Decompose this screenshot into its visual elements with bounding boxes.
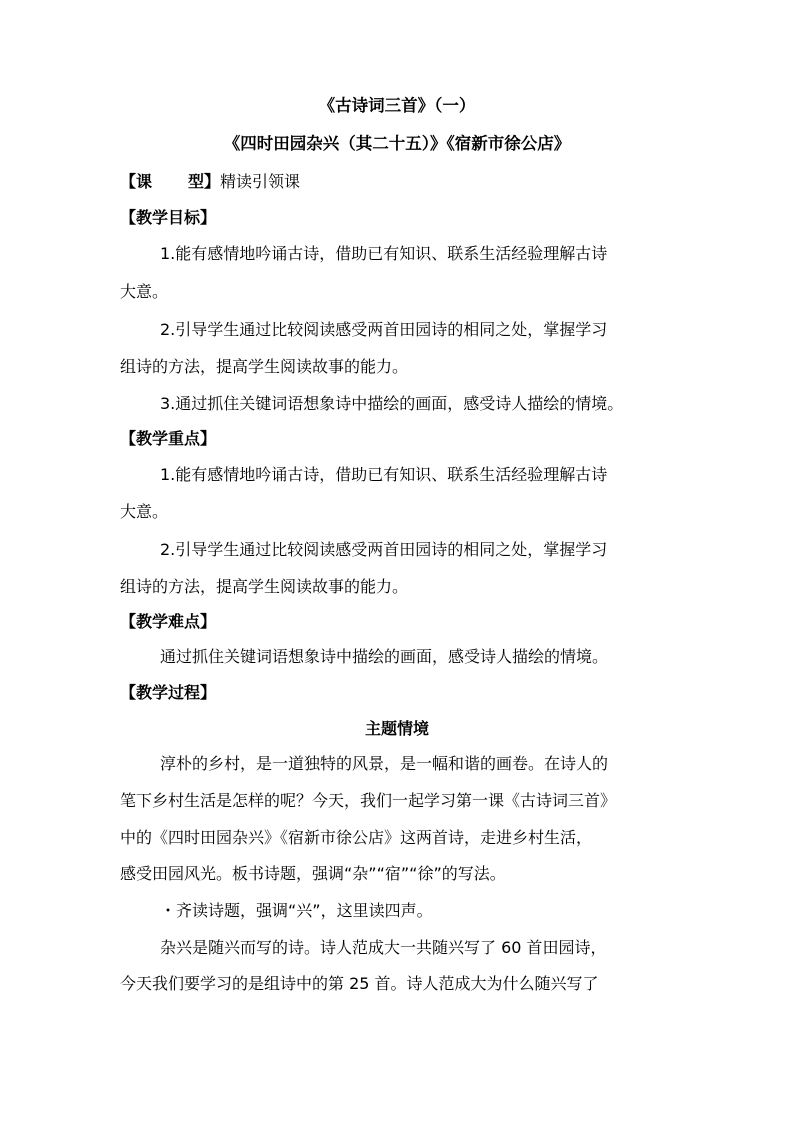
key-point-2-line-2: 组诗的方法，提高学生阅读故事的能力。 <box>120 577 409 596</box>
goal-2-line-2: 组诗的方法，提高学生阅读故事的能力。 <box>120 357 409 376</box>
lesson-type-label-close: 型】 <box>188 172 221 191</box>
lesson-type-label-open: 【课 <box>120 172 153 191</box>
doc-subtitle: 《四时田园杂兴（其二十五）》《宿新市徐公店》 <box>223 134 571 153</box>
process-heading: 【教学过程】 <box>120 683 217 702</box>
key-points-heading: 【教学重点】 <box>120 429 217 448</box>
process-para-2-line-1: 杂兴是随兴而写的诗。诗人范成大一共随兴写了 60 首田园诗， <box>160 938 607 957</box>
goal-2-line-1: 2.引导学生通过比较阅读感受两首田园诗的相同之处，掌握学习 <box>160 320 608 339</box>
doc-title: 《古诗词三首》（一） <box>318 96 476 115</box>
lesson-type-line <box>120 171 300 193</box>
process-bullet: ・齐读诗题，强调“兴”，这里读四声。 <box>160 901 433 920</box>
process-para-2-line-2: 今天我们要学习的是组诗中的第 25 首。诗人范成大为什么随兴写了 <box>120 974 599 993</box>
process-para-1-line-3: 中的《四时田园杂兴》《宿新市徐公店》这两首诗，走进乡村生活， <box>120 828 593 847</box>
goals-heading: 【教学目标】 <box>120 208 217 227</box>
process-subheading: 主题情境 <box>364 719 429 738</box>
goal-1-line-2: 大意。 <box>120 282 169 301</box>
lesson-type-value: 精读引领课 <box>220 172 301 191</box>
process-para-1-line-2: 笔下乡村生活是怎样的呢？今天，我们一起学习第一课《古诗词三首》 <box>120 791 617 810</box>
key-point-1-line-2: 大意。 <box>120 502 169 521</box>
process-para-1-line-1: 淳朴的乡村，是一道独特的风景，是一幅和谐的画卷。在诗人的 <box>160 754 609 773</box>
process-para-1-line-4: 感受田园风光。板书诗题，强调“杂”“宿”“徐”的写法。 <box>120 864 506 883</box>
difficulty-text: 通过抓住关键词语想象诗中描绘的画面，感受诗人描绘的情境。 <box>160 647 609 666</box>
goal-1-line-1: 1.能有感情地吟诵古诗，借助已有知识、联系生活经验理解古诗 <box>160 244 608 263</box>
goal-3-line-1: 3.通过抓住关键词语想象诗中描绘的画面，感受诗人描绘的情境。 <box>160 394 624 413</box>
difficulty-heading: 【教学难点】 <box>120 612 217 631</box>
key-point-1-line-1: 1.能有感情地吟诵古诗，借助已有知识、联系生活经验理解古诗 <box>160 465 608 484</box>
key-point-2-line-1: 2.引导学生通过比较阅读感受两首田园诗的相同之处，掌握学习 <box>160 540 608 559</box>
